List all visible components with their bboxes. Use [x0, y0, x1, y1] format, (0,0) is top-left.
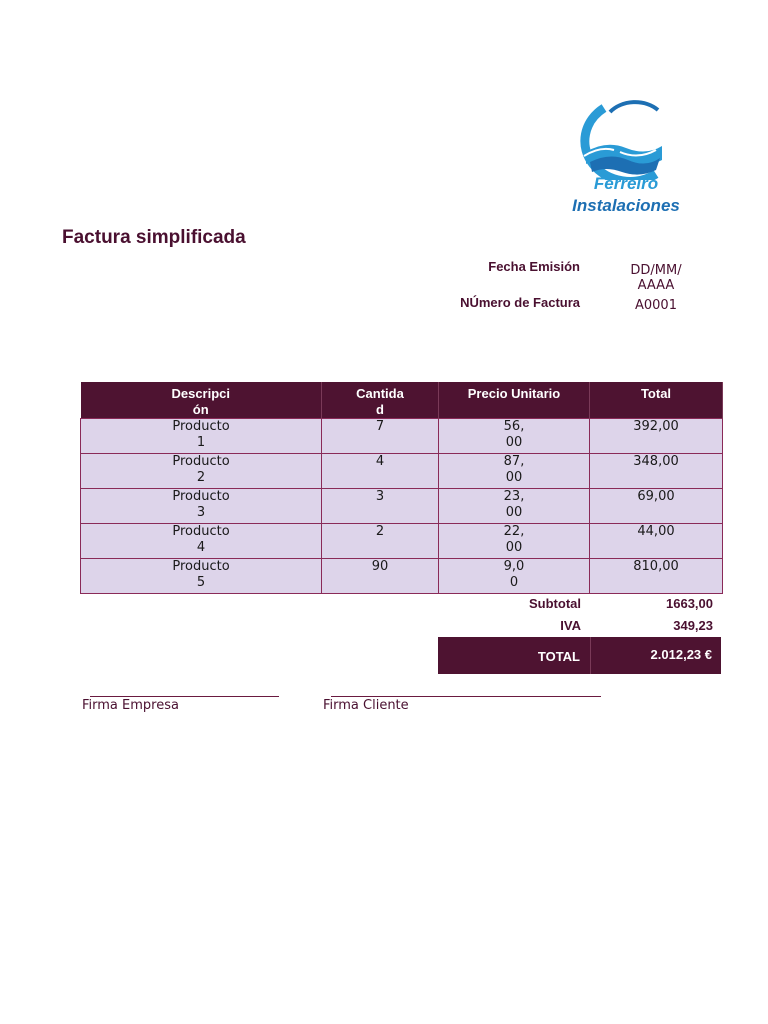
cell-description-line1: Producto [172, 454, 230, 469]
iva-label: IVA [560, 618, 581, 633]
cell-description-line2: 3 [196, 505, 206, 520]
grand-total-box [438, 637, 721, 674]
header-unit-price-text: Precio Unitario [467, 386, 561, 401]
cell-description-line1: Producto [172, 419, 230, 434]
cell-description [81, 419, 322, 454]
company-signature-line [90, 696, 279, 697]
table-row [81, 559, 723, 594]
cell-description-line1: Producto [172, 489, 230, 504]
company-signature-label: Firma Empresa [82, 698, 179, 713]
table-row [81, 419, 723, 454]
cell-unit-price-line2: 0 [509, 575, 519, 590]
cell-unit-price [439, 454, 590, 489]
cell-description-line2: 2 [196, 470, 206, 485]
grand-total-value: 2.012,23 € [650, 647, 712, 662]
cell-quantity: 2 [322, 524, 439, 559]
header-description-line1: Descripci [171, 386, 231, 401]
table-row [81, 454, 723, 489]
date-value [616, 263, 696, 293]
cell-quantity: 4 [322, 454, 439, 489]
logo-text-line1: Ferreiro [593, 174, 659, 193]
header-unit-price [439, 382, 590, 419]
cell-unit-price-line2: 00 [505, 470, 523, 485]
cell-unit-price-line1: 87, [503, 454, 525, 469]
cell-unit-price-line2: 00 [505, 540, 523, 555]
subtotal-label: Subtotal [529, 596, 581, 611]
client-signature-label: Firma Cliente [323, 698, 409, 713]
cell-description-line1: Producto [172, 559, 230, 574]
cell-total: 69,00 [590, 489, 723, 524]
cell-description-line2: 1 [196, 435, 206, 450]
header-total-text: Total [640, 386, 672, 401]
cell-total: 44,00 [590, 524, 723, 559]
cell-unit-price-line1: 23, [503, 489, 525, 504]
cell-quantity: 90 [322, 559, 439, 594]
date-value-line1: DD/MM/ [630, 263, 682, 278]
iva-value: 349,23 [673, 618, 713, 633]
cell-description-line2: 4 [196, 540, 206, 555]
table-header-row [81, 382, 723, 419]
cell-unit-price-line1: 56, [503, 419, 525, 434]
invoice-number-value: A0001 [635, 298, 677, 313]
cell-unit-price [439, 419, 590, 454]
cell-unit-price-line1: 22, [503, 524, 525, 539]
invoice-number-label: NÚmero de Factura [460, 295, 580, 310]
logo-text-line2: Instalaciones [572, 196, 680, 215]
table-row [81, 524, 723, 559]
cell-unit-price-line1: 9,0 [503, 559, 525, 574]
cell-total: 392,00 [590, 419, 723, 454]
wave-circle-logo-icon [556, 100, 696, 180]
cell-quantity: 7 [322, 419, 439, 454]
header-description [81, 382, 322, 419]
cell-description [81, 559, 322, 594]
cell-description-line1: Producto [172, 524, 230, 539]
items-table [80, 382, 723, 594]
date-label: Fecha Emisión [488, 259, 580, 274]
subtotal-value: 1663,00 [666, 596, 713, 611]
header-quantity-line2: d [376, 402, 384, 417]
table-row [81, 489, 723, 524]
cell-unit-price [439, 489, 590, 524]
header-quantity [322, 382, 439, 419]
header-total [590, 382, 723, 419]
cell-description [81, 489, 322, 524]
cell-description [81, 454, 322, 489]
cell-total: 810,00 [590, 559, 723, 594]
cell-total: 348,00 [590, 454, 723, 489]
page-title: Factura simplificada [62, 227, 246, 248]
cell-unit-price [439, 524, 590, 559]
cell-quantity: 3 [322, 489, 439, 524]
header-quantity-line1: Cantida [356, 386, 404, 401]
cell-description-line2: 5 [196, 575, 206, 590]
cell-unit-price [439, 559, 590, 594]
date-value-line2: AAAA [637, 278, 675, 293]
grand-total-label: TOTAL [537, 649, 580, 664]
cell-unit-price-line2: 00 [505, 435, 523, 450]
client-signature-line [331, 696, 601, 697]
header-description-line2: ón [192, 402, 209, 417]
company-logo [556, 100, 696, 220]
cell-description [81, 524, 322, 559]
cell-unit-price-line2: 00 [505, 505, 523, 520]
